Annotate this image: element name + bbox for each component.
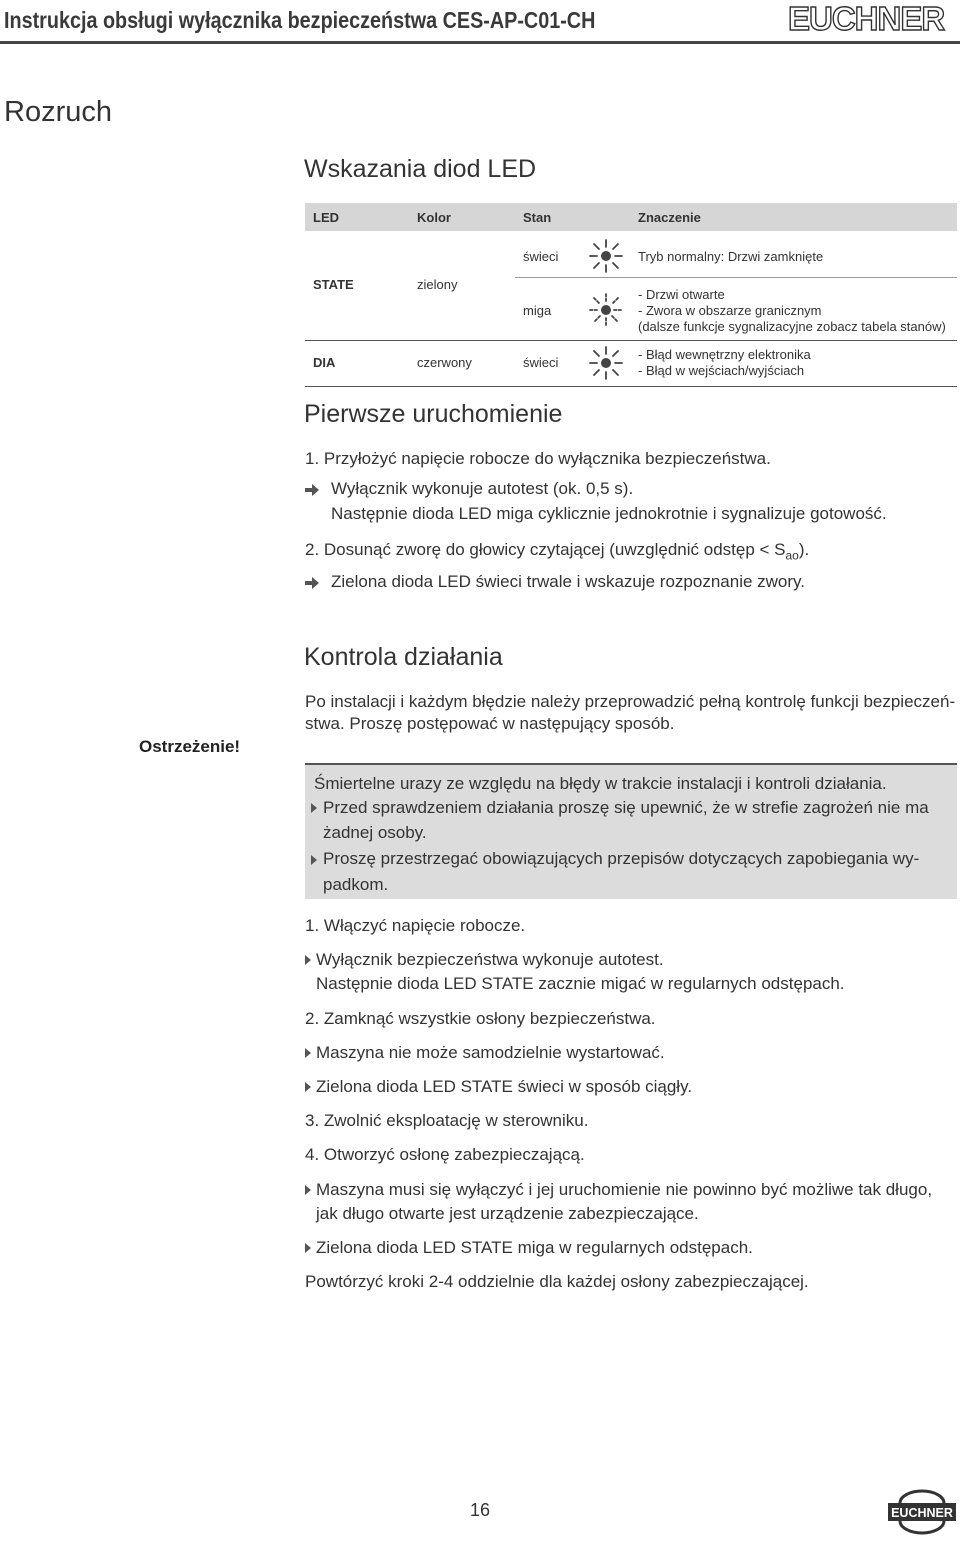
warning-item-line: Proszę przestrzegać obowiązujących przepisów dotyczących zapobiegania wy- — [323, 849, 920, 868]
led-on-icon — [588, 345, 624, 381]
arrow-right-icon — [305, 577, 319, 589]
arrow-right-icon — [305, 484, 319, 496]
document-title: Instrukcja obsługi wyłącznika bezpieczeństwa CES-AP-C01-CH — [4, 7, 596, 33]
check-result-line: Następnie dioda LED STATE zacznie migać w regularnych odstępach. — [316, 974, 845, 993]
warning-divider — [305, 763, 957, 765]
bullet-triangle-icon — [305, 1048, 311, 1058]
step-1: 1. Przyłożyć napięcie robocze do wyłącznika bezpieczeństwa. — [305, 449, 771, 468]
table-cell-meaning-line: - Drzwi otwarte — [638, 287, 725, 302]
result-2: Zielona dioda LED świeci trwale i wskazuje rozpoznanie zwory. — [331, 572, 806, 591]
check-result-line: Zielona dioda LED STATE świeci w sposób ciągły. — [316, 1077, 693, 1096]
table-cell-meaning-line: - Błąd wewnętrzny elektronika — [638, 347, 811, 362]
table-header-row — [305, 203, 957, 231]
check-step: 1. Włączyć napięcie robocze. — [305, 916, 526, 935]
page-header — [0, 0, 960, 40]
logo-text: EUCHNER — [891, 1506, 953, 1520]
row-divider — [515, 277, 957, 278]
led-indications-heading: Wskazania diod LED — [304, 155, 537, 183]
warning-item-line: padkom. — [323, 875, 389, 894]
header-divider — [0, 41, 960, 44]
page-number: 16 — [470, 1500, 491, 1520]
bullet-triangle-icon — [311, 803, 317, 813]
row-divider — [305, 386, 957, 387]
step-2-text: 2. Dosunąć zworę do głowicy czytającej (uwzględnić odstęp < S — [305, 540, 786, 559]
check-step: 3. Zwolnić eksploatację w sterowniku. — [305, 1111, 589, 1130]
bullet-triangle-icon — [305, 1243, 311, 1253]
check-result-line: Maszyna musi się wyłączyć i jej uruchomienie nie powinno być możliwe tak długo, — [316, 1180, 933, 1199]
bullet-triangle-icon — [305, 955, 311, 965]
intro-line: Po instalacji i każdym błędzie należy przeprowadzić pełną kontrolę funkcji bezpieczeń- — [305, 692, 956, 711]
intro-line: stwa. Proszę postępować w następujący sposób. — [305, 714, 675, 733]
table-cell-led: DIA — [313, 355, 336, 370]
led-table — [305, 203, 957, 389]
result-1-line: Następnie dioda LED miga cyklicznie jednokrotnie i sygnalizuje gotowość. — [331, 504, 887, 523]
euchner-logo — [886, 1489, 958, 1535]
check-result-line: Maszyna nie może samodzielnie wystartować. — [316, 1043, 665, 1062]
table-cell-meaning-line: - Zwora w obszarze granicznym — [638, 303, 822, 318]
warning-item-line: Przed sprawdzeniem działania proszę się upewnić, że w strefie zagrożeń nie ma — [323, 798, 929, 817]
column-header-meaning: Znaczenie — [638, 210, 701, 225]
check-result-line: Wyłącznik bezpieczeństwa wykonuje autotest. — [316, 950, 664, 969]
function-check-heading: Kontrola działania — [304, 643, 503, 671]
first-start-heading: Pierwsze uruchomienie — [304, 400, 563, 428]
led-blinking-icon — [588, 292, 624, 328]
table-cell-meaning-line: (dalsze funkcje sygnalizacyjne zobacz tabela stanów) — [638, 319, 946, 334]
warning-item-line: żadnej osoby. — [323, 823, 427, 842]
bullet-triangle-icon — [305, 1185, 311, 1195]
table-cell-meaning-line: - Błąd w wejściach/wyjściach — [638, 363, 805, 378]
check-result-line: Zielona dioda LED STATE miga w regularnych odstępach. — [316, 1238, 753, 1257]
table-cell-led: STATE — [313, 277, 354, 292]
table-cell-state: miga — [523, 303, 552, 318]
table-cell-color: zielony — [417, 277, 458, 292]
brand-logo: EUCHNER — [788, 0, 945, 37]
closing-note: Powtórzyć kroki 2-4 oddzielnie dla każdej osłony zabezpieczającej. — [305, 1272, 809, 1291]
table-cell-state: świeci — [523, 249, 559, 264]
led-on-icon — [588, 238, 624, 274]
column-header-led: LED — [313, 210, 339, 225]
table-cell-meaning: Tryb normalny: Drzwi zamknięte — [638, 249, 824, 264]
bullet-triangle-icon — [311, 855, 317, 865]
result-1-line: Wyłącznik wykonuje autotest (ok. 0,5 s). — [331, 479, 634, 498]
warning-title: Śmiertelne urazy ze względu na błędy w trakcie instalacji i kontroli działania. — [314, 774, 887, 793]
section-title: Rozruch — [4, 96, 112, 128]
bullet-triangle-icon — [305, 1082, 311, 1092]
table-cell-color: czerwony — [417, 355, 472, 370]
check-step: 2. Zamknąć wszystkie osłony bezpieczeństwa. — [305, 1009, 656, 1028]
column-header-state: Stan — [523, 210, 552, 225]
table-cell-state: świeci — [523, 355, 559, 370]
row-divider — [305, 340, 957, 341]
check-result-line: jak długo otwarte jest urządzenie zabezpieczające. — [316, 1204, 699, 1223]
step-2-subscript: ao — [785, 548, 799, 563]
step-2-suffix: ). — [798, 540, 810, 559]
step-2 — [305, 540, 809, 562]
column-header-color: Kolor — [417, 210, 451, 225]
warning-label: Ostrzeżenie! — [139, 737, 241, 756]
check-step: 4. Otworzyć osłonę zabezpieczającą. — [305, 1145, 585, 1164]
